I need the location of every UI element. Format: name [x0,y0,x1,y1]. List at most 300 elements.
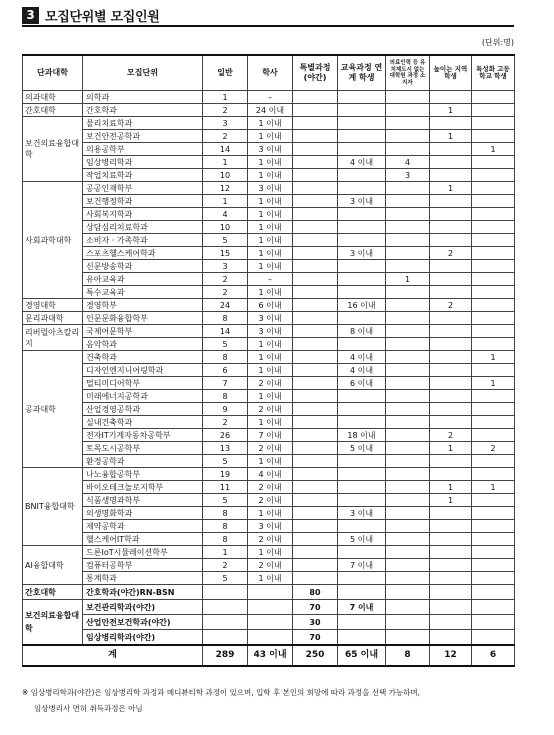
table-row [23,403,515,416]
value-cell: 14 [203,325,248,338]
header-cell: 의료인력 등 유치제도시 없는 대학원 과정 소지자 [386,55,430,91]
value-cell [386,520,430,533]
value-cell: 3 이내 [248,325,293,338]
value-cell [430,403,472,416]
value-cell [338,615,386,630]
value-cell: 1 [203,195,248,208]
value-cell [386,468,430,481]
table-row [23,520,515,533]
unit-cell: 나노융합공학부 [83,468,203,481]
value-cell [430,273,472,286]
total-row [23,645,515,666]
value-cell: 7 [203,377,248,390]
value-cell [386,533,430,546]
total-value: 289 [203,645,248,666]
table-row [23,208,515,221]
value-cell: 2 이내 [248,559,293,572]
value-cell [430,572,472,585]
college-cell: 보건의료융합대학 [23,600,83,646]
unit-cell: 경영학부 [83,299,203,312]
value-cell [338,273,386,286]
value-cell: 1 이내 [248,390,293,403]
value-cell [386,390,430,403]
value-cell: 1 [430,442,472,455]
value-cell: 3 이내 [248,182,293,195]
section-header [22,5,160,25]
value-cell [386,338,430,351]
section-title: 모집단위별 모집인원 [45,9,160,25]
table-row [23,442,515,455]
value-cell [472,208,515,221]
table-row [23,325,515,338]
value-cell [248,585,293,600]
value-cell [430,468,472,481]
value-cell: 24 [203,299,248,312]
header-cell: 교육과정 연계 학생 [338,55,386,91]
value-cell: 16 이내 [338,299,386,312]
value-cell [203,630,248,646]
unit-cell: 작업치료학과 [83,169,203,182]
value-cell: 1 이내 [248,364,293,377]
table-row [23,117,515,130]
unit-cell: 바이오테크놀로지학부 [83,481,203,494]
table-row [23,195,515,208]
unit-cell: 컴퓨터공학부 [83,559,203,572]
value-cell: 3 이내 [338,507,386,520]
value-cell [430,364,472,377]
unit-cell: 물리치료학과 [83,117,203,130]
table-row [23,481,515,494]
value-cell [386,442,430,455]
header-cell: 학사 [248,55,293,91]
total-value: 12 [430,645,472,666]
value-cell [386,247,430,260]
value-cell [386,455,430,468]
value-cell: 4 [386,156,430,169]
value-cell: 1 이내 [248,130,293,143]
value-cell: 4 [203,208,248,221]
value-cell [338,91,386,104]
value-cell: 8 [203,533,248,546]
value-cell [293,130,338,143]
unit-cell: 토목도시공학부 [83,442,203,455]
value-cell [386,600,430,615]
value-cell [430,416,472,429]
section-number: 3 [22,7,39,24]
value-cell: 7 이내 [338,559,386,572]
value-cell [472,130,515,143]
unit-cell: 보건관리학과(야간) [83,600,203,615]
value-cell: 5 이내 [338,533,386,546]
unit-cell: 식품생명과학부 [83,494,203,507]
total-value: 250 [293,645,338,666]
value-cell [386,312,430,325]
value-cell [338,338,386,351]
value-cell [386,572,430,585]
unit-cell: 통계학과 [83,572,203,585]
value-cell [386,615,430,630]
value-cell [386,377,430,390]
value-cell [338,260,386,273]
value-cell [472,455,515,468]
value-cell: 1 [430,104,472,117]
value-cell: 4 이내 [248,468,293,481]
value-cell [472,299,515,312]
value-cell [386,260,430,273]
value-cell: 1 이내 [248,351,293,364]
table-row [23,455,515,468]
unit-cell: 간호학과 [83,104,203,117]
value-cell: 2 [203,273,248,286]
value-cell [338,494,386,507]
value-cell [386,351,430,364]
value-cell [472,546,515,559]
value-cell: 1 [472,481,515,494]
header-cell: 특별과정(야간) [293,55,338,91]
value-cell: 80 [293,585,338,600]
value-cell: 24 이내 [248,104,293,117]
value-cell [293,338,338,351]
value-cell [472,572,515,585]
value-cell [386,208,430,221]
value-cell [293,299,338,312]
value-cell: 1 이내 [248,195,293,208]
value-cell [472,364,515,377]
college-cell: 경영대학 [23,299,83,312]
unit-cell: 신문방송학과 [83,260,203,273]
college-cell: BNIT융합대학 [23,468,83,546]
value-cell [338,455,386,468]
value-cell [338,182,386,195]
value-cell [472,615,515,630]
value-cell [386,585,430,600]
unit-cell: 의생명화학과 [83,507,203,520]
value-cell [338,630,386,646]
footnote-line: ※ 임상병리학과(야간)은 임상병리학 과정과 메디뷰티학 과정이 있으며, 입학 후 본인의 희망에 따라 과정을 선택 가능하며, [22,688,421,697]
value-cell [386,630,430,646]
value-cell [430,377,472,390]
table-row [23,572,515,585]
unit-cell: 유아교육과 [83,273,203,286]
value-cell: 2 [472,442,515,455]
value-cell: 4 이내 [338,351,386,364]
total-value: 65 이내 [338,645,386,666]
value-cell: 6 이내 [338,377,386,390]
value-cell [386,507,430,520]
value-cell [472,286,515,299]
value-cell: 18 이내 [338,429,386,442]
value-cell [430,390,472,403]
value-cell [386,403,430,416]
value-cell [293,572,338,585]
table-row [23,364,515,377]
value-cell [293,221,338,234]
value-cell: 3 [203,260,248,273]
unit-cell: 미래에너지공학과 [83,390,203,403]
value-cell [293,351,338,364]
value-cell [293,91,338,104]
value-cell: 1 이내 [248,286,293,299]
table-row [23,546,515,559]
total-value: 6 [472,645,515,666]
value-cell [430,169,472,182]
value-cell [430,156,472,169]
value-cell [338,390,386,403]
value-cell [472,221,515,234]
value-cell [472,325,515,338]
value-cell [338,130,386,143]
value-cell [430,286,472,299]
value-cell: 2 이내 [248,377,293,390]
value-cell: 1 [472,377,515,390]
value-cell [472,494,515,507]
value-cell [472,247,515,260]
value-cell [293,247,338,260]
value-cell [430,533,472,546]
value-cell: – [248,273,293,286]
value-cell [386,234,430,247]
value-cell: 70 [293,600,338,615]
value-cell: 3 이내 [248,143,293,156]
value-cell [338,234,386,247]
unit-cell: 멀티미디어학부 [83,377,203,390]
value-cell: 1 [430,130,472,143]
value-cell: 5 이내 [338,442,386,455]
value-cell [293,182,338,195]
value-cell: 1 이내 [248,338,293,351]
value-cell: 1 이내 [248,234,293,247]
value-cell [386,117,430,130]
header-cell: 모집단위 [83,55,203,91]
value-cell: 2 [430,429,472,442]
value-cell [293,481,338,494]
value-cell [472,416,515,429]
value-cell [430,260,472,273]
value-cell: 30 [293,615,338,630]
unit-cell: 제약공학과 [83,520,203,533]
value-cell [472,156,515,169]
unit-cell: 국제어문학부 [83,325,203,338]
table-row [23,312,515,325]
unit-cell: 음악학과 [83,338,203,351]
table-row [23,468,515,481]
value-cell [472,234,515,247]
header-row [23,55,515,91]
value-cell: 5 [203,338,248,351]
header-cell: 높이는 지역학생 [430,55,472,91]
value-cell: 1 이내 [248,455,293,468]
value-cell: 2 [430,247,472,260]
table-row [23,416,515,429]
value-cell [248,630,293,646]
table-row [23,533,515,546]
value-cell [430,91,472,104]
value-cell: 1 [203,546,248,559]
value-cell [430,195,472,208]
value-cell: 1 이내 [248,156,293,169]
unit-cell: 의용공학부 [83,143,203,156]
value-cell [430,234,472,247]
value-cell: 1 이내 [248,117,293,130]
value-cell [293,403,338,416]
value-cell [386,195,430,208]
value-cell: 13 [203,442,248,455]
unit-cell: 소비자 · 가족학과 [83,234,203,247]
value-cell [472,91,515,104]
table-row [23,91,515,104]
value-cell [472,468,515,481]
value-cell [338,104,386,117]
value-cell: 12 [203,182,248,195]
value-cell: 3 [386,169,430,182]
value-cell: 2 [203,286,248,299]
unit-cell: 임상병리학과(야간) [83,630,203,646]
value-cell [338,572,386,585]
value-cell [293,559,338,572]
value-cell: 3 이내 [248,312,293,325]
value-cell [293,195,338,208]
value-cell [293,273,338,286]
college-cell: 사회과학대학 [23,182,83,299]
value-cell [338,546,386,559]
value-cell: 8 [203,312,248,325]
value-cell [248,600,293,615]
value-cell [430,585,472,600]
value-cell [386,429,430,442]
footnote-line: 임상병리사 면허 취득과정은 아님 [34,704,143,713]
value-cell [430,351,472,364]
unit-cell: 실내건축학과 [83,416,203,429]
value-cell: 8 [203,520,248,533]
unit-cell: 공공인재학부 [83,182,203,195]
table-row [23,507,515,520]
value-cell: 8 이내 [338,325,386,338]
value-cell [430,546,472,559]
college-cell: 간호대학 [23,585,83,600]
value-cell [430,221,472,234]
value-cell [203,615,248,630]
value-cell: 5 [203,455,248,468]
value-cell [338,416,386,429]
value-cell: 1 이내 [248,416,293,429]
value-cell [293,429,338,442]
value-cell: 1 이내 [248,507,293,520]
value-cell [293,286,338,299]
value-cell [338,208,386,221]
value-cell [293,234,338,247]
unit-cell: 헬스케어IT학과 [83,533,203,546]
header-cell: 특성화 고등학교 학생 [472,55,515,91]
value-cell [293,260,338,273]
value-cell [472,260,515,273]
table-row [23,130,515,143]
header-cell: 단과대학 [23,55,83,91]
value-cell [293,507,338,520]
value-cell [430,338,472,351]
value-cell: 1 이내 [248,221,293,234]
value-cell [293,156,338,169]
college-cell: 간호대학 [23,104,83,117]
value-cell: 3 이내 [338,247,386,260]
value-cell [386,286,430,299]
total-value: 8 [386,645,430,666]
unit-cell: 드론IoT시뮬레이션학부 [83,546,203,559]
unit-note: (단위:명) [481,38,514,47]
table-row [23,351,515,364]
value-cell: 6 이내 [248,299,293,312]
unit-cell: 임상병리학과 [83,156,203,169]
value-cell: 5 [203,572,248,585]
value-cell: 1 이내 [248,572,293,585]
value-cell [472,273,515,286]
college-cell: AI융합대학 [23,546,83,585]
table-row [23,260,515,273]
value-cell [293,390,338,403]
value-cell: 10 [203,169,248,182]
value-cell [338,585,386,600]
table-row [23,273,515,286]
value-cell [338,143,386,156]
value-cell [338,169,386,182]
value-cell [293,377,338,390]
value-cell [203,585,248,600]
value-cell: 2 이내 [248,403,293,416]
value-cell [472,630,515,646]
table-row [23,286,515,299]
value-cell [386,494,430,507]
table-row [23,299,515,312]
value-cell [293,312,338,325]
value-cell [293,494,338,507]
footnote [22,685,420,717]
value-cell [472,312,515,325]
value-cell: 1 [430,481,472,494]
table-row [23,104,515,117]
value-cell [293,364,338,377]
value-cell [472,117,515,130]
table-body [23,91,515,667]
value-cell [472,507,515,520]
unit-cell: 인문문화융합학부 [83,312,203,325]
value-cell: 14 [203,143,248,156]
table-row [23,429,515,442]
value-cell [472,585,515,600]
value-cell: 4 이내 [338,364,386,377]
value-cell: 6 [203,364,248,377]
value-cell [386,91,430,104]
unit-cell: 사회복지학과 [83,208,203,221]
value-cell [338,403,386,416]
total-label: 계 [23,645,203,666]
table-row [23,143,515,156]
value-cell: 2 이내 [248,481,293,494]
value-cell [430,455,472,468]
table-row [23,377,515,390]
value-cell [386,221,430,234]
header-cell: 일반 [203,55,248,91]
value-cell: 3 이내 [338,195,386,208]
value-cell [430,208,472,221]
value-cell [386,104,430,117]
value-cell: 2 이내 [248,442,293,455]
value-cell: 4 이내 [338,156,386,169]
value-cell: 5 [203,494,248,507]
table-row [23,234,515,247]
value-cell [472,104,515,117]
value-cell: 5 [203,234,248,247]
value-cell [386,416,430,429]
value-cell [248,615,293,630]
